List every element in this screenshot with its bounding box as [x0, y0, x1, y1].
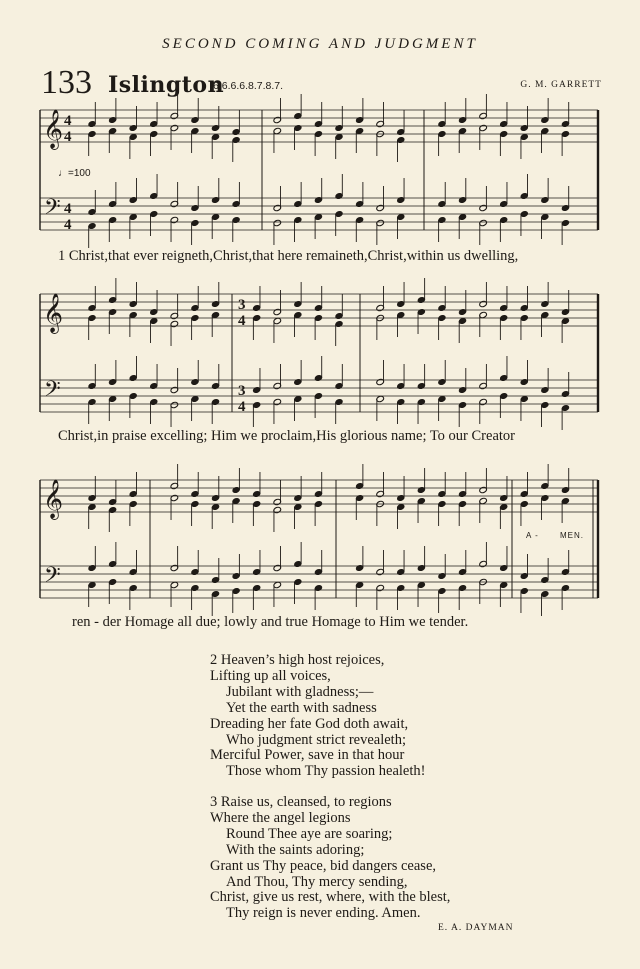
amen-syllable-men: MEN.: [560, 531, 584, 540]
time-signature-upper: 4: [64, 113, 72, 129]
verse-line: 2 Heaven’s high host rejoices,: [210, 652, 385, 668]
time-signature-upper: 3: [238, 297, 246, 313]
time-signature-lower: 4: [238, 399, 246, 415]
verse-line: Where the angel legions: [210, 809, 351, 826]
verse-line: Merciful Power, save in that hour: [210, 747, 405, 764]
tempo-marking: ♩=100: [58, 168, 91, 179]
treble-clef-icon: 𝄞: [43, 295, 64, 332]
bass-clef-icon: 𝄢: [44, 195, 61, 224]
time-signature-lower: 4: [64, 129, 72, 145]
amen-syllable-a: A -: [526, 531, 539, 540]
time-signature-lower: 4: [64, 217, 72, 233]
verse-line: Lifting up all voices,: [210, 667, 331, 684]
verse-3: [210, 795, 450, 922]
verse-line: Grant us Thy peace, bid dangers cease,: [210, 857, 437, 874]
bass-clef-icon: 𝄢: [44, 377, 61, 406]
verse-2: [210, 653, 425, 780]
verse-line: Who judgment strict revealeth;: [226, 731, 406, 748]
time-signature-upper: 4: [64, 201, 72, 217]
time-signature-upper: 3: [238, 383, 246, 399]
treble-clef-icon: 𝄞: [43, 111, 64, 148]
verse-line: Christ, give us rest, where, with the blest,: [210, 889, 451, 906]
meter: 6.6.6.6.8.7.8.7.: [213, 80, 284, 92]
verse-line: 3 Raise us, cleansed, to regions: [210, 794, 392, 810]
verse-line: Jubilant with gladness;—: [226, 683, 374, 700]
composer: G. M. GARRETT: [520, 80, 602, 90]
lyric-line-3: ren - der Homage all due; lowly and true Homage to Him we tender.: [72, 614, 469, 630]
hymn-number: 133: [41, 64, 92, 101]
time-signature-lower: 4: [238, 313, 246, 329]
lyric-line-1: 1 Christ,that ever reigneth,Christ,that here remaineth,Christ,within us dwelling,: [58, 248, 519, 264]
verse-line: Those whom Thy passion healeth!: [226, 763, 426, 780]
verse-line: Dreading her fate God doth await,: [210, 715, 409, 732]
verse-line: And Thou, Thy mercy sending,: [226, 873, 408, 890]
verse-line: Round Thee aye are soaring;: [226, 825, 393, 842]
lyric-line-2: Christ,in praise excelling; Him we proclaim,His glorious name; To our Creator: [58, 428, 515, 444]
verse-line: Thy reign is never ending. Amen.: [226, 905, 421, 922]
bass-clef-icon: 𝄢: [44, 563, 61, 592]
verse-line: Yet the earth with sadness: [226, 699, 377, 716]
verse-line: With the saints adoring;: [226, 841, 365, 858]
tune-name: Islington: [108, 72, 225, 98]
section-title: SECOND COMING AND JUDGMENT: [162, 36, 478, 52]
treble-clef-icon: 𝄞: [43, 481, 64, 518]
author: E. A. DAYMAN: [438, 923, 514, 933]
